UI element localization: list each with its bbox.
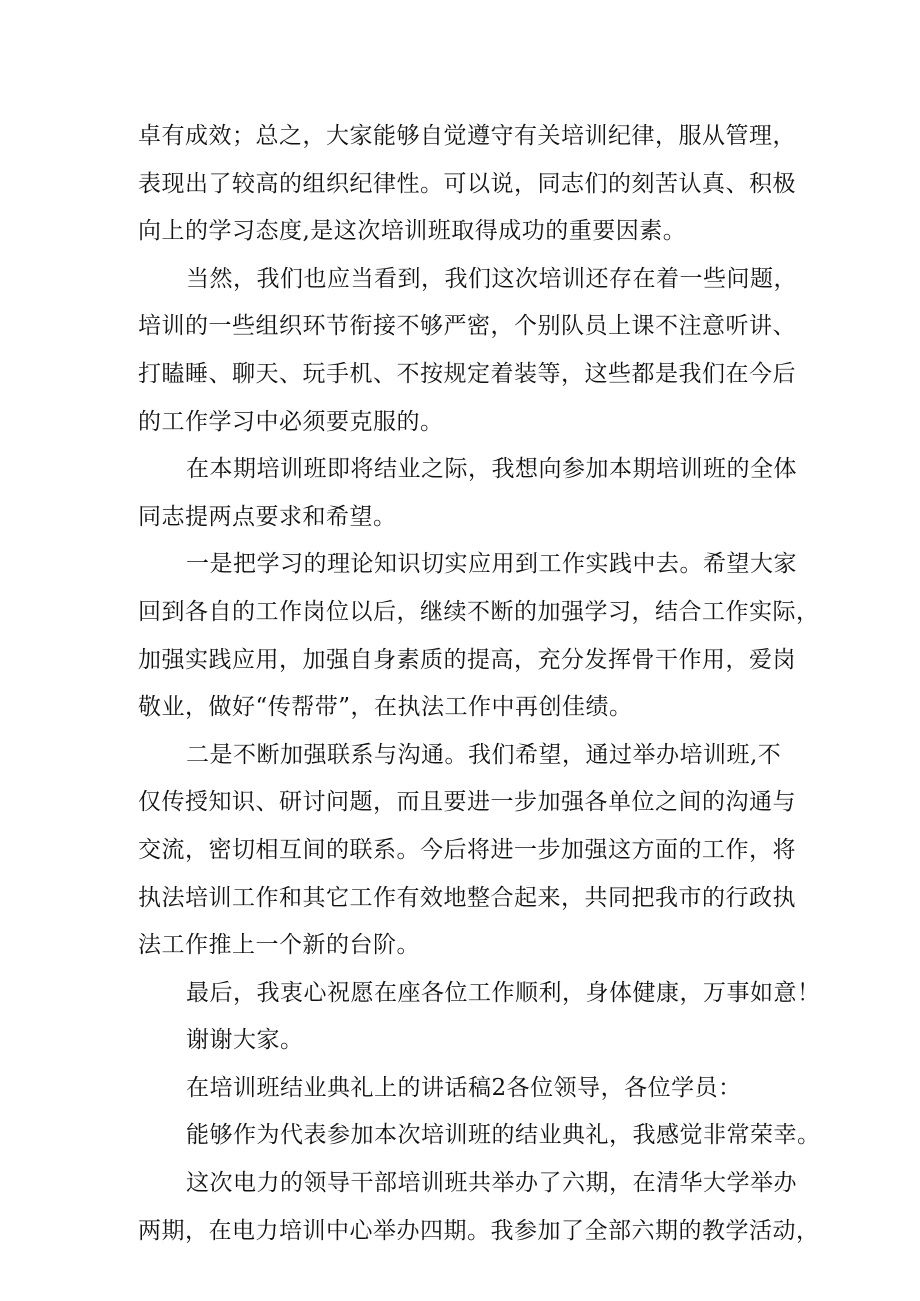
text-line: 加强实践应用，加强自身素质的提高，充分发挥骨干作用，爱岗 <box>138 646 796 673</box>
document-body <box>138 113 821 1255</box>
text-line: 的工作学习中必须要克服的。 <box>138 408 444 435</box>
text-line: 回到各自的工作岗位以后，继续不断的加强学习，结合工作实际， <box>138 598 820 625</box>
text-line: 表现出了较高的组织纪律性。可以说，同志们的刻苦认真、积极 <box>138 170 796 197</box>
text-line: 法工作推上一个新的台阶。 <box>138 932 420 959</box>
text-line: 在培训班结业典礼上的讲话稿2各位领导，各位学员： <box>186 1074 742 1101</box>
text-line: 打瞌睡、聊天、玩手机、不按规定着装等，这些都是我们在今后 <box>138 360 796 387</box>
text-line: 一是把学习的理论知识切实应用到工作实践中去。希望大家 <box>186 551 797 578</box>
text-line: 同志提两点要求和希望。 <box>138 503 397 530</box>
text-line: 向上的学习态度,是这次培训班取得成功的重要因素。 <box>138 218 687 245</box>
text-line: 执法培训工作和其它工作有效地整合起来，共同把我市的行政执 <box>138 884 796 911</box>
text-line: 当然，我们也应当看到，我们这次培训还存在着一些问题， <box>186 265 797 292</box>
text-line: 谢谢大家。 <box>186 1027 304 1054</box>
text-line: 二是不断加强联系与沟通。我们希望，通过举办培训班,不 <box>186 741 782 768</box>
text-line: 培训的一些组织环节衔接不够严密，个别队员上课不注意听讲、 <box>138 313 796 340</box>
text-line: 能够作为代表参加本次培训班的结业典礼，我感觉非常荣幸。 <box>186 1122 821 1149</box>
text-line: 在本期培训班即将结业之际，我想向参加本期培训班的全体 <box>186 456 797 483</box>
text-line: 仅传授知识、研讨问题，而且要进一步加强各单位之间的沟通与 <box>138 789 796 816</box>
text-line: 两期，在电力培训中心举办四期。我参加了全部六期的教学活动， <box>138 1217 820 1244</box>
text-line: 这次电力的领导干部培训班共举办了六期，在清华大学举办 <box>186 1170 797 1197</box>
text-line: 交流，密切相互间的联系。今后将进一步加强这方面的工作，将 <box>138 836 796 863</box>
text-line: 卓有成效；总之，大家能够自觉遵守有关培训纪律，服从管理， <box>138 123 796 149</box>
text-line: 最后，我衷心祝愿在座各位工作顺利，身体健康，万事如意！ <box>186 979 821 1006</box>
text-line: 敬业，做好“传帮带”，在执法工作中再创佳绩。 <box>138 694 633 721</box>
